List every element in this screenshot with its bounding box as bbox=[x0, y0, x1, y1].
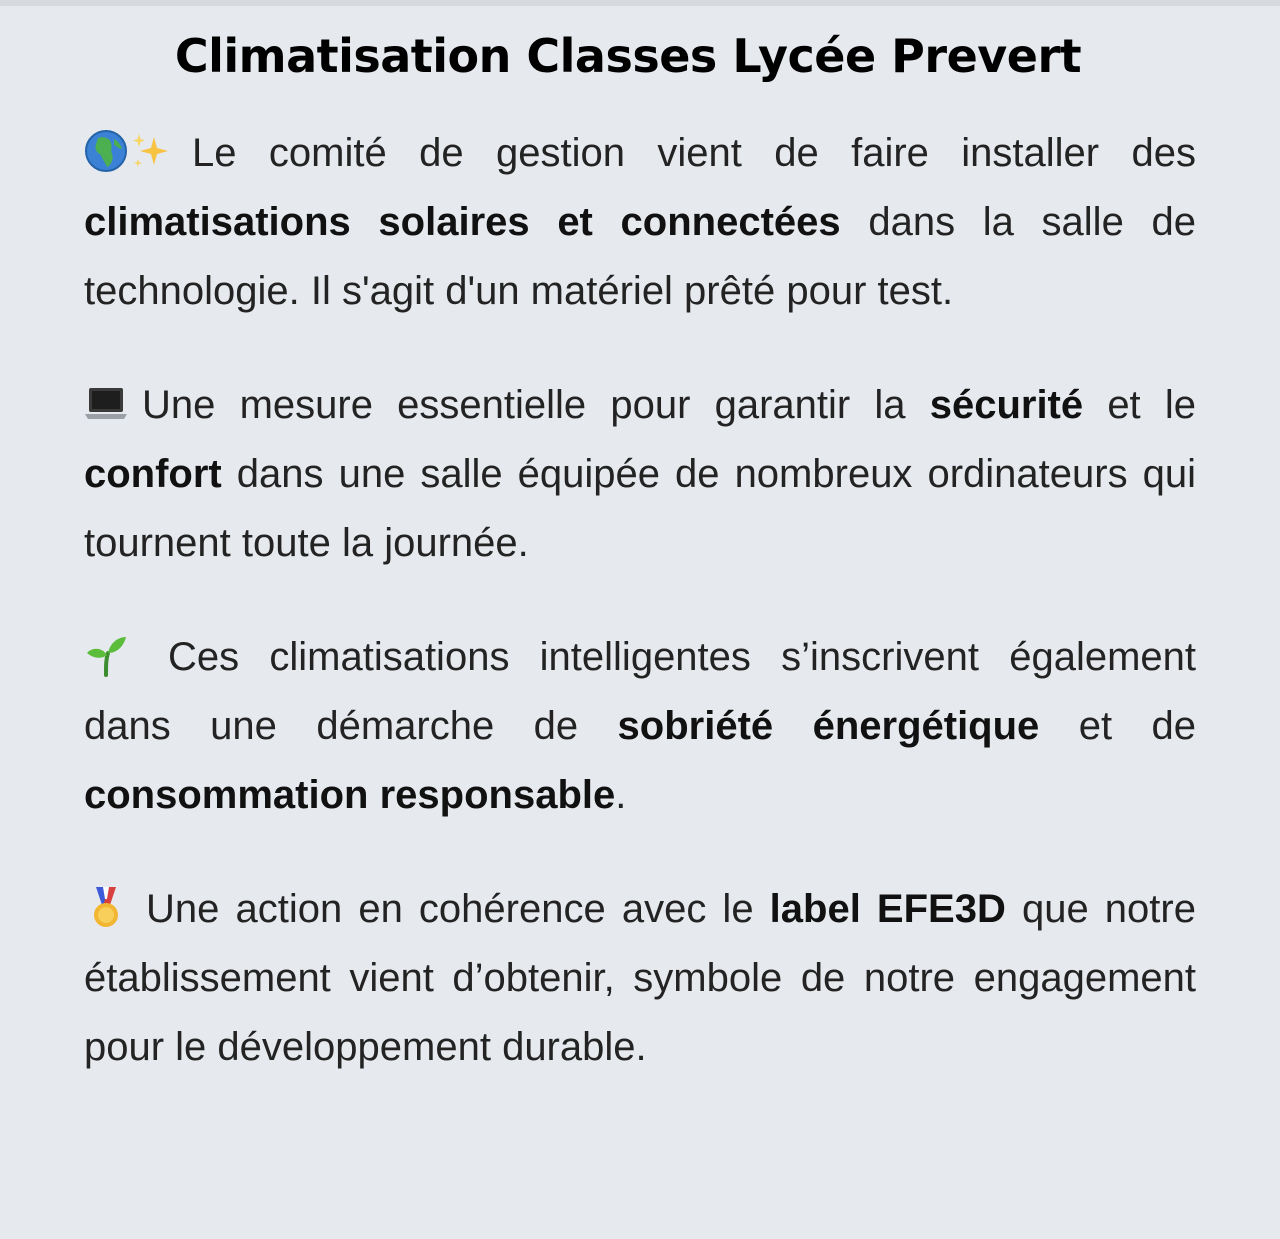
text-segment: que notre établissement vient d’obtenir, symbole de notre engagement pour le développement durable. bbox=[84, 887, 1196, 1069]
text-segment: Une mesure essentielle pour garantir la bbox=[142, 383, 930, 427]
paragraph-label bbox=[84, 875, 1196, 1082]
highlight-label-efe3d: label EFE3D bbox=[769, 887, 1006, 931]
page-title: Climatisation Classes Lycée Prevert bbox=[174, 29, 1082, 83]
seedling-icon bbox=[84, 633, 128, 677]
text-segment: dans la salle de technologie. Il s'agit d'un matériel prêté pour test. bbox=[84, 200, 1196, 313]
text-segment: Ces climatisations intelligentes s’inscrivent également dans une démarche de bbox=[84, 635, 1196, 748]
highlight-comfort: confort bbox=[84, 452, 222, 496]
highlight-energy-sobriety: sobriété énergétique bbox=[617, 704, 1040, 748]
text-segment: et le bbox=[1083, 383, 1196, 427]
top-border bbox=[0, 0, 1280, 6]
text-segment: Une action en cohérence avec le bbox=[146, 887, 770, 931]
text-segment: Le comité de gestion vient de faire installer des bbox=[192, 131, 1196, 175]
laptop-icon bbox=[84, 381, 128, 425]
globe-africa-icon bbox=[84, 129, 128, 173]
text-segment: . bbox=[615, 773, 627, 817]
text-segment: et de bbox=[1039, 704, 1196, 748]
sparkles-icon bbox=[128, 129, 172, 173]
paragraph-sobriety bbox=[84, 623, 1196, 830]
highlight-solar-connected: climatisations solaires et connectées bbox=[84, 200, 841, 244]
highlight-security: sécurité bbox=[929, 383, 1084, 427]
paragraph-security bbox=[84, 371, 1196, 578]
post-body bbox=[84, 119, 1196, 1127]
paragraph-installation bbox=[84, 119, 1196, 326]
medal-icon bbox=[84, 885, 128, 929]
highlight-responsible-consumption: consommation responsable bbox=[84, 773, 616, 817]
text-segment: dans une salle équipée de nombreux ordinateurs qui tournent toute la journée. bbox=[84, 452, 1196, 565]
